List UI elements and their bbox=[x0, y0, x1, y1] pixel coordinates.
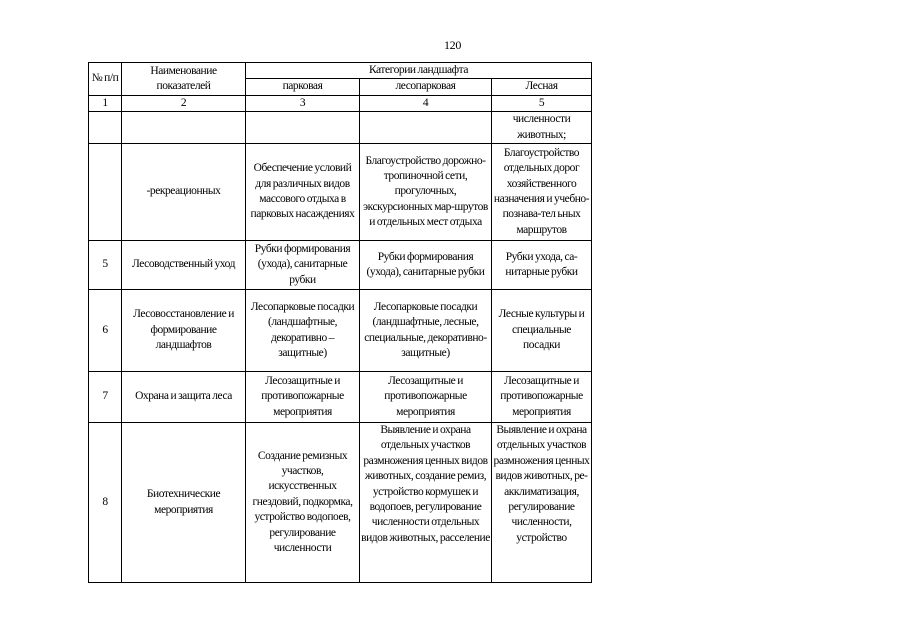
row-name: Лесоводственный уход bbox=[122, 241, 246, 290]
col-number: 1 bbox=[89, 95, 122, 111]
header-park: парковая bbox=[246, 79, 360, 95]
header-forest-park: лесопарковая bbox=[360, 79, 492, 95]
row-forest: Выявление и охрана отдельных участков размножения ценных видов животных, ре-акклиматизация, регулирование численности, устройство bbox=[492, 423, 592, 583]
col-number: 3 bbox=[246, 95, 360, 111]
row-forest: Благоустройство отдельных дорог хозяйственного назначения и учебно-познава-тел ьных маршрутов bbox=[492, 144, 592, 241]
column-number-row bbox=[89, 95, 592, 111]
row-forest-park bbox=[360, 112, 492, 144]
row-park: Рубки формирования (ухода), санитарные рубки bbox=[246, 241, 360, 290]
table-row bbox=[89, 112, 592, 144]
table-row bbox=[89, 144, 592, 241]
row-name: Охрана и защита леса bbox=[122, 372, 246, 423]
row-forest: Лесозащитные и противопожарные мероприятия bbox=[492, 372, 592, 423]
header-row-1 bbox=[89, 63, 592, 79]
table-row bbox=[89, 290, 592, 372]
row-name bbox=[122, 112, 246, 144]
row-park: Лесопарковые посадки (ландшафтные, декоративно – защитные) bbox=[246, 290, 360, 372]
landscape-table bbox=[88, 62, 592, 583]
row-park bbox=[246, 112, 360, 144]
row-forest-park: Лесопарковые посадки (ландшафтные, лесные, специальные, декоративно-защитные) bbox=[360, 290, 492, 372]
row-forest-park: Выявление и охрана отдельных участков размножения ценных видов животных, создание ремиз, устройство кормушек и водопоев, регулирование численности отдельных видов животных, расселение bbox=[360, 423, 492, 583]
col-number: 4 bbox=[360, 95, 492, 111]
page-number: 120 bbox=[443, 38, 462, 52]
row-forest: численности животных; bbox=[492, 112, 592, 144]
row-forest: Рубки ухода, са-нитарные рубки bbox=[492, 241, 592, 290]
header-forest: Лесная bbox=[492, 79, 592, 95]
row-name: Биотехнические мероприятия bbox=[122, 423, 246, 583]
row-num: 5 bbox=[89, 241, 122, 290]
row-num: 8 bbox=[89, 423, 122, 583]
table-row bbox=[89, 372, 592, 423]
header-categories: Категории ландшафта bbox=[246, 63, 592, 79]
row-forest-park: Лесозащитные и противопожарные мероприятия bbox=[360, 372, 492, 423]
table-row bbox=[89, 423, 592, 583]
table-row bbox=[89, 241, 592, 290]
row-park: Обеспечение условий для различных видов массового отдыха в парковых насаждениях bbox=[246, 144, 360, 241]
row-forest-park: Рубки формирования (ухода), санитарные рубки bbox=[360, 241, 492, 290]
header-name: Наименование показателей bbox=[122, 63, 246, 96]
row-forest-park: Благоустройство дорожно-тропиночной сети, прогулочных, экскурсионных мар-шрутов и отдельных мест отдыха bbox=[360, 144, 492, 241]
row-num: 6 bbox=[89, 290, 122, 372]
header-num: № п/п bbox=[89, 63, 122, 96]
row-num bbox=[89, 112, 122, 144]
row-num: 7 bbox=[89, 372, 122, 423]
col-number: 5 bbox=[492, 95, 592, 111]
row-forest: Лесные культуры и специальные посадки bbox=[492, 290, 592, 372]
row-park: Создание ремизных участков, искусственных гнездовий, подкормка, устройство водопоев, регулирование численности bbox=[246, 423, 360, 583]
col-number: 2 bbox=[122, 95, 246, 111]
row-name: Лесовосстановление и формирование ландшафтов bbox=[122, 290, 246, 372]
row-num bbox=[89, 144, 122, 241]
row-name: -рекреационных bbox=[122, 144, 246, 241]
row-park: Лесозащитные и противопожарные мероприятия bbox=[246, 372, 360, 423]
